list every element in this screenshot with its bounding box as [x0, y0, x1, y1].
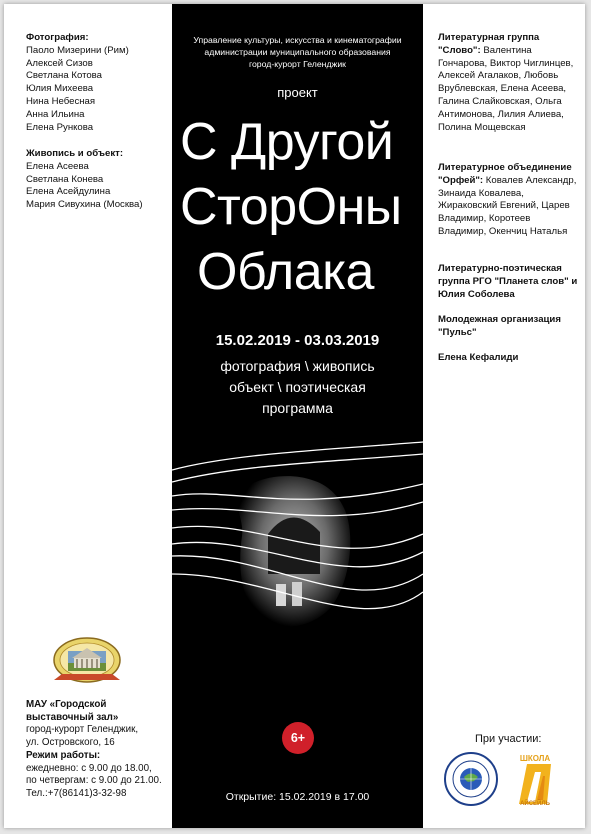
organizer-line: Управление культуры, искусства и кинематографии — [193, 35, 402, 45]
address-line: город-курорт Геленджик, — [26, 724, 139, 736]
painter-name: Мария Сивухина (Москва) — [26, 199, 143, 211]
participant-name: Елена Кефалиди — [438, 352, 519, 363]
participation-label: При участии: — [475, 733, 542, 745]
hours-line: ежедневно: с 9.00 до 18.00, — [26, 762, 152, 774]
opening-date: Открытие: 15.02.2019 в 17.00 — [225, 791, 370, 803]
group-members: Ковалев Александр, Зинаида Ковалева, Жираковский Евгений, Царев Владимир, Коротеев Владимир, Окенчиц Наталья — [438, 174, 577, 237]
wave-lines-illustration — [172, 424, 423, 654]
photographer-name: Алексей Сизов — [26, 57, 93, 69]
title-line: СторОны — [180, 178, 402, 236]
painting-heading: Живопись и объект: — [26, 148, 124, 159]
photographer-name: Анна Ильина — [26, 108, 85, 120]
logo-text: ШКОЛА — [519, 754, 551, 763]
photo-heading: Фотография: — [26, 32, 89, 43]
title-line: Облака — [197, 243, 374, 301]
group-orfey — [438, 162, 578, 239]
ayseyl-school-logo — [513, 752, 557, 806]
group-name: Литературно-поэтическая группа РГО "Планета слов" и Юлия Соболева — [438, 263, 578, 300]
age-rating-badge: 6+ — [282, 722, 314, 754]
photographer-name: Елена Рункова — [26, 121, 94, 133]
address-line: ул. Островского, 16 — [26, 737, 115, 749]
group-name: Молодежная организация "Пульс" — [438, 314, 561, 338]
organizer-text — [172, 34, 423, 70]
venue-block — [26, 699, 166, 801]
exhibition-title — [180, 110, 423, 305]
photographer-name: Нина Небесная — [26, 95, 96, 107]
arch-shape — [268, 517, 320, 574]
participant-kefalidi — [438, 352, 578, 365]
group-name: Литературное объединение "Орфей": — [438, 162, 572, 186]
window-shape — [292, 582, 302, 606]
venue-logo — [52, 636, 122, 684]
hours-heading: Режим работы: — [26, 749, 101, 761]
venue-name-line: выставочный зал» — [26, 711, 119, 723]
genres — [172, 356, 423, 419]
painter-name: Елена Асейдулина — [26, 186, 111, 198]
photographers-block — [26, 32, 166, 134]
painter-name: Елена Асеева — [26, 160, 89, 172]
exhibition-dates: 15.02.2019 - 03.03.2019 — [215, 332, 380, 349]
organizer-line: администрации муниципального образования — [204, 47, 391, 57]
project-label: проект — [277, 85, 318, 100]
group-slovo — [438, 32, 578, 134]
center-band — [172, 4, 423, 828]
genre-line: фотография \ живопись — [220, 358, 375, 374]
poster — [4, 4, 585, 828]
logo-text: АЙСЕЙЛЬ — [520, 801, 550, 806]
title-line: С Другой — [180, 113, 394, 171]
phone: Тел.:+7(86141)3-32-98 — [26, 787, 127, 799]
photographer-name: Юлия Михеева — [26, 83, 94, 95]
genre-line: объект \ поэтическая — [229, 379, 366, 395]
group-puls — [438, 314, 578, 340]
hours-line: по четвергам: с 9.00 до 21.00. — [26, 775, 162, 787]
geographic-society-logo — [442, 750, 500, 808]
group-name: Литературная группа "Слово": — [438, 32, 540, 56]
genre-line: программа — [262, 400, 333, 416]
organizer-line: город-курорт Геленджик — [249, 59, 346, 69]
group-members: Валентина Гончарова, Виктор Чиглинцев, Алексей Агалаков, Любовь Врублевская, Елена Асеева, Галина Слайковская, Ольга Антимонова, Лилия Алиева, Полина Мощевская — [438, 44, 574, 133]
photographer-name: Паоло Мизерини (Рим) — [26, 44, 129, 56]
painter-name: Светлана Конева — [26, 173, 104, 185]
wave-line — [172, 442, 423, 470]
group-planeta-slov — [438, 263, 578, 301]
window-shape — [276, 584, 286, 606]
painters-block — [26, 148, 166, 212]
photographer-name: Светлана Котова — [26, 70, 103, 82]
venue-name-line: МАУ «Городской — [26, 699, 107, 710]
